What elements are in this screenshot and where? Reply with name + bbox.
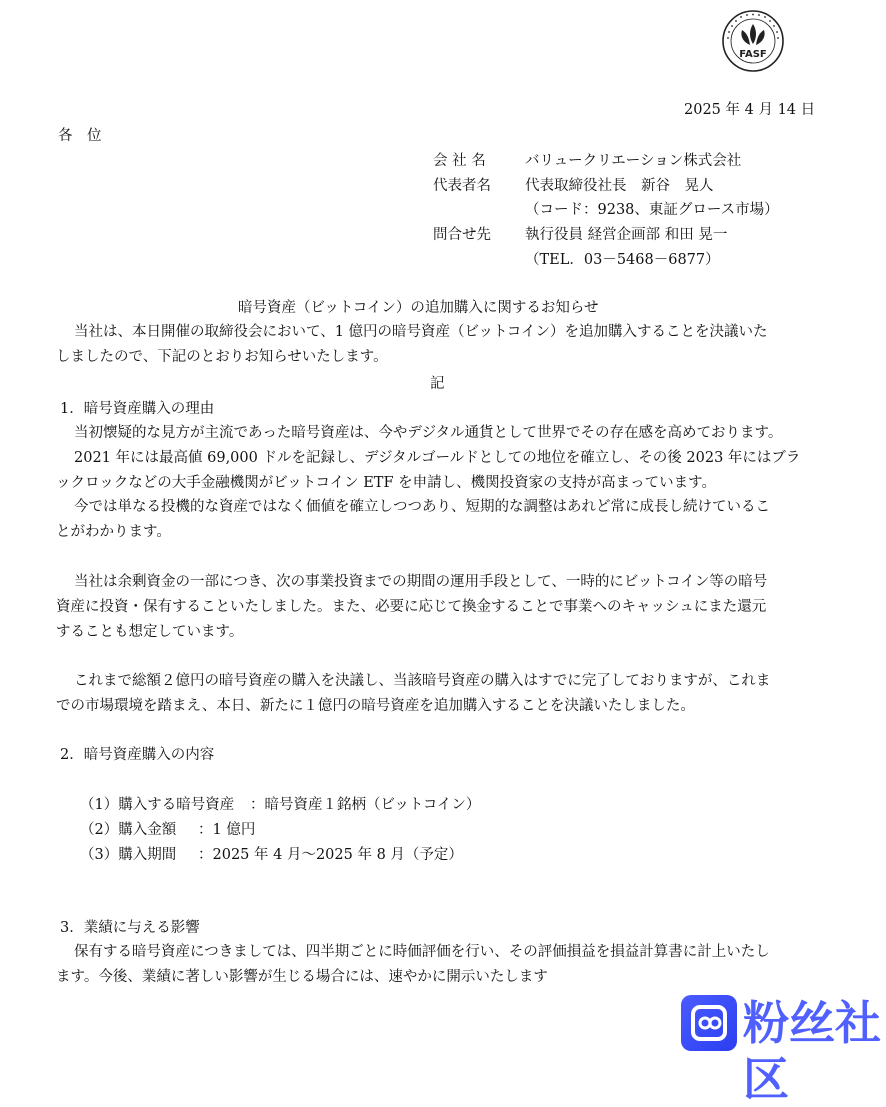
section1-paragraph-4 [56, 669, 806, 719]
section1-paragraph-3 [56, 570, 806, 645]
watermark-text: 粉丝社区 [743, 996, 881, 1106]
section1-heading: 1．暗号資産購入の理由 [60, 401, 215, 417]
item-label: （2）購入金額 [80, 822, 177, 838]
item-value: ：暗号資産１銘柄（ビットコイン） [250, 797, 481, 813]
section2-heading: 2．暗号資産購入の内容 [60, 747, 215, 763]
company-name-label: 会 社 名 [433, 153, 486, 169]
section1-line: とがわかります。 [56, 524, 171, 540]
watermark-logo-icon [681, 995, 737, 1051]
company-name-value: バリュークリエーション株式会社 [525, 153, 742, 169]
intro-line: しましたので、下記のとおりお知らせいたします。 [56, 349, 388, 365]
contact-label: 問合せ先 [433, 227, 491, 243]
section1-line: ックロックなどの大手金融機関がビットコイン ETF を申請し、機関投資家の支持が高まっています。 [56, 475, 716, 491]
watermark [681, 991, 881, 1106]
section1-paragraph-1 [56, 421, 806, 496]
section3-line: 保有する暗号資産につきましては、四半期ごとに時価評価を行い、その評価損益を損益計算書に計上いたし [74, 944, 770, 960]
document-title: 暗号資産（ビットコイン）の追加購入に関するお知らせ [238, 300, 599, 316]
representative-value: 代表取締役社長 新谷 晃人 [525, 178, 714, 194]
stock-code: （コード：9238、東証グロース市場） [525, 202, 779, 218]
item-label: （1）購入する暗号資産 [80, 797, 235, 813]
item-value: ：2025 年 4 月～2025 年 8 月（予定） [198, 847, 463, 863]
section3-paragraph [56, 940, 806, 990]
svg-text:FASF: FASF [739, 49, 767, 60]
contact-value: 執行役員 経営企画部 和田 晃一 [525, 227, 728, 243]
section1-line: での市場環境を踏まえ、本日、新たに１億円の暗号資産を追加購入することを決議いたしました。 [56, 698, 695, 714]
section1-line: これまで総額２億円の暗号資産の購入を決議し、当該暗号資産の購入はすでに完了しておりますが、これま [74, 673, 771, 689]
section1-line: 2021 年には最高値 69,000 ドルを記録し、デジタルゴールドとしての地位を確立し、その後 2023 年にはブラ [74, 450, 801, 466]
intro-line: 当社は、本日開催の取締役会において、1 億円の暗号資産（ビットコイン）を追加購入することを決議いた [74, 324, 768, 340]
item-value: ：1 億円 [198, 822, 256, 838]
section3-heading: 3．業績に与える影響 [60, 920, 200, 936]
document-date: 2025 年 4 月 14 日 [684, 102, 816, 118]
section1-line: することも想定しています。 [56, 624, 244, 640]
section1-line: 今では単なる投機的な資産ではなく価値を確立しつつあり、短期的な調整はあれど常に成長し続けているこ [74, 499, 770, 515]
intro-paragraph [56, 320, 806, 370]
section1-line: 当社は余剰資金の一部につき、次の事業投資までの期間の運用手段として、一時的にビットコイン等の暗号 [74, 574, 768, 590]
ki-marker: 記 [430, 376, 445, 392]
fasf-logo [722, 10, 784, 72]
item-label: （3）購入期間 [80, 847, 177, 863]
section1-line: 当初懐疑的な見方が主流であった暗号資産は、今やデジタル通貨として世界でその存在感を高めております。 [74, 425, 783, 441]
addressee: 各 位 [58, 128, 102, 144]
contact-tel: （TEL．03－5468－6877） [525, 252, 720, 268]
representative-label: 代表者名 [433, 178, 491, 194]
section1-line: 資産に投資・保有することいたしました。また、必要に応じて換金することで事業へのキャッシュにまた還元 [56, 599, 767, 615]
section3-line: ます。今後、業績に著しい影響が生じる場合には、速やかに開示いたします [56, 969, 548, 985]
section1-paragraph-2 [56, 495, 806, 545]
